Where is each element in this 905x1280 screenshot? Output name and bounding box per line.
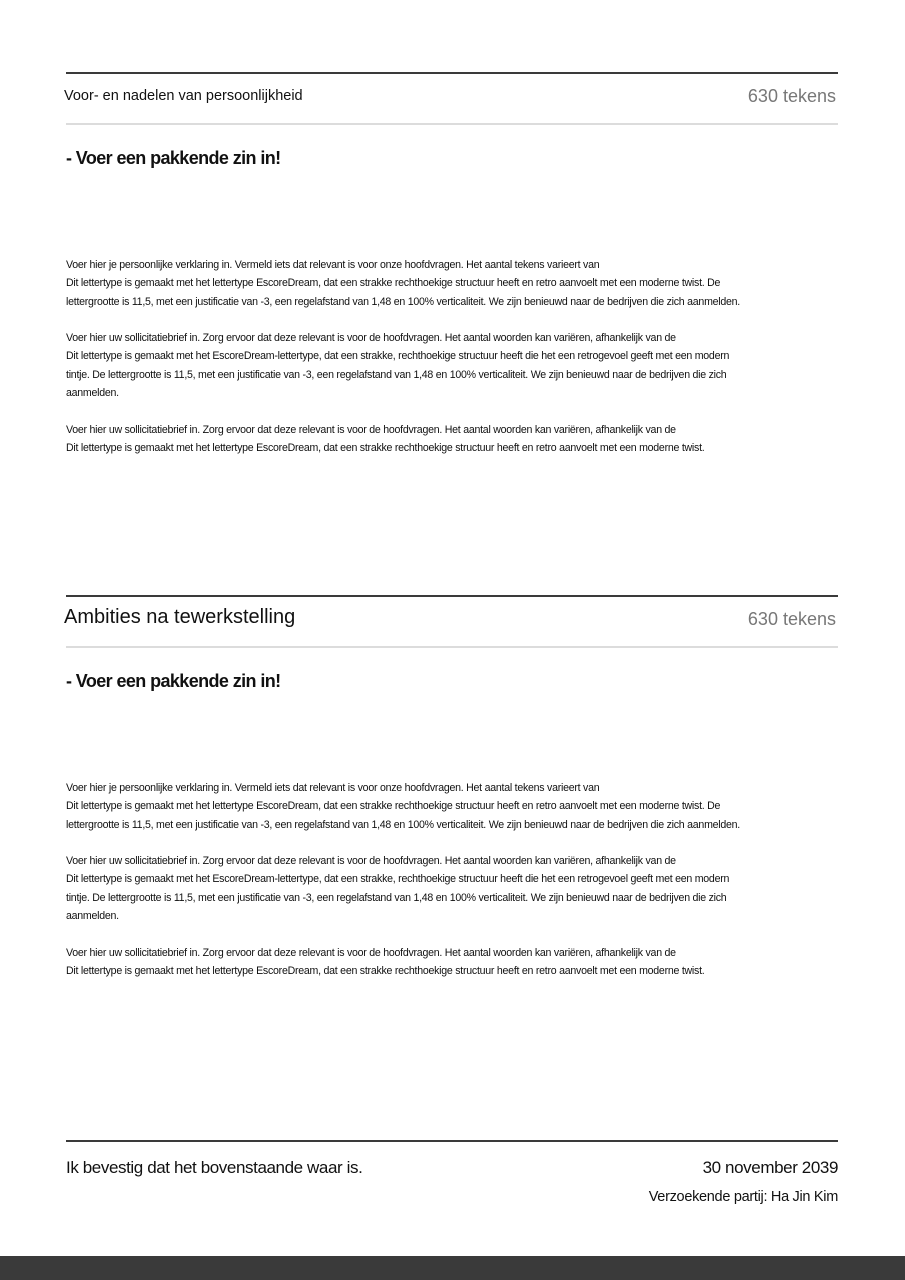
signature-date: 30 november 2039 bbox=[702, 1158, 838, 1177]
requesting-party: Verzoekende partij: Ha Jin Kim bbox=[648, 1189, 838, 1205]
section-personality bbox=[66, 72, 838, 472]
section-ambitions bbox=[66, 595, 838, 995]
body-line: Dit lettertype is gemaakt met het lettertype EscoreDream, dat een strakke rechthoekige structuur heeft en retro aanvoelt met een moderne twist. De bbox=[66, 277, 721, 290]
section-top-rule bbox=[66, 595, 838, 597]
body-line: Dit lettertype is gemaakt met het lettertype EscoreDream, dat een strakke rechthoekige structuur heeft en retro aanvoelt met een moderne twist. De bbox=[66, 800, 721, 813]
character-count: 630 tekens bbox=[747, 609, 836, 629]
body-line: Dit lettertype is gemaakt met het EscoreDream-lettertype, dat een strakke, rechthoekige structuur heeft die het een retrogevoel geeft met een modern bbox=[66, 350, 730, 363]
body-line: Voer hier uw sollicitatiebrief in. Zorg ervoor dat deze relevant is voor de hoofdvragen. Het aantal woorden kan variëren, afhankelijk van de bbox=[66, 946, 676, 959]
bottom-bar bbox=[0, 1256, 905, 1280]
body-paragraph bbox=[66, 421, 836, 458]
section-header-rule bbox=[66, 646, 838, 648]
body-line: Voer hier je persoonlijke verklaring in. Vermeld iets dat relevant is voor onze hoofdvragen. Het aantal tekens varieert van bbox=[66, 259, 600, 271]
body-paragraph bbox=[66, 852, 836, 925]
body-line: lettergrootte is 11,5, met een justificatie van -3, een regelafstand van 1,48 en 100% verticaliteit. We zijn benieuwd naar de bedrijven die zich aanmelden. bbox=[66, 295, 741, 308]
section-tagline: - Voer een pakkende zin in! bbox=[66, 148, 281, 168]
body-line: tintje. De lettergrootte is 11,5, met een justificatie van -3, een regelafstand van 1,48 en 100% verticaliteit. We zijn benieuwd naar de bedrijven die zich bbox=[66, 368, 727, 381]
section-header-rule bbox=[66, 123, 838, 125]
section-body bbox=[66, 256, 836, 476]
body-paragraph bbox=[66, 256, 836, 311]
body-line: Dit lettertype is gemaakt met het EscoreDream-lettertype, dat een strakke, rechthoekige structuur heeft die het een retrogevoel geeft met een modern bbox=[66, 873, 730, 886]
body-paragraph bbox=[66, 779, 836, 834]
body-line: aanmelden. bbox=[66, 387, 119, 400]
body-paragraph bbox=[66, 329, 836, 402]
body-line: Dit lettertype is gemaakt met het lettertype EscoreDream, dat een strakke rechthoekige structuur heeft en retro aanvoelt met een moderne twist. bbox=[66, 964, 705, 977]
body-line: Voer hier uw sollicitatiebrief in. Zorg ervoor dat deze relevant is voor de hoofdvragen. Het aantal woorden kan variëren, afhankelijk van de bbox=[66, 332, 676, 345]
footer-rule bbox=[66, 1140, 838, 1142]
confirmation-statement: Ik bevestig dat het bovenstaande waar is. bbox=[66, 1158, 363, 1177]
section-tagline: - Voer een pakkende zin in! bbox=[66, 671, 281, 691]
body-line: Voer hier uw sollicitatiebrief in. Zorg ervoor dat deze relevant is voor de hoofdvragen. Het aantal woorden kan variëren, afhankelijk van de bbox=[66, 855, 676, 868]
character-count: 630 tekens bbox=[747, 86, 836, 106]
body-line: lettergrootte is 11,5, met een justificatie van -3, een regelafstand van 1,48 en 100% verticaliteit. We zijn benieuwd naar de bedrijven die zich aanmelden. bbox=[66, 818, 741, 831]
body-line: Voer hier je persoonlijke verklaring in. Vermeld iets dat relevant is voor onze hoofdvragen. Het aantal tekens varieert van bbox=[66, 782, 600, 794]
section-top-rule bbox=[66, 72, 838, 74]
body-line: Voer hier uw sollicitatiebrief in. Zorg ervoor dat deze relevant is voor de hoofdvragen. Het aantal woorden kan variëren, afhankelijk van de bbox=[66, 423, 676, 436]
section-title: Voor- en nadelen van persoonlijkheid bbox=[64, 88, 303, 104]
section-title: Ambities na tewerkstelling bbox=[64, 606, 296, 628]
section-body bbox=[66, 779, 836, 999]
body-line: Dit lettertype is gemaakt met het lettertype EscoreDream, dat een strakke rechthoekige structuur heeft en retro aanvoelt met een moderne twist. bbox=[66, 441, 705, 454]
body-line: aanmelden. bbox=[66, 910, 119, 923]
body-paragraph bbox=[66, 944, 836, 981]
body-line: tintje. De lettergrootte is 11,5, met een justificatie van -3, een regelafstand van 1,48 en 100% verticaliteit. We zijn benieuwd naar de bedrijven die zich bbox=[66, 891, 727, 904]
